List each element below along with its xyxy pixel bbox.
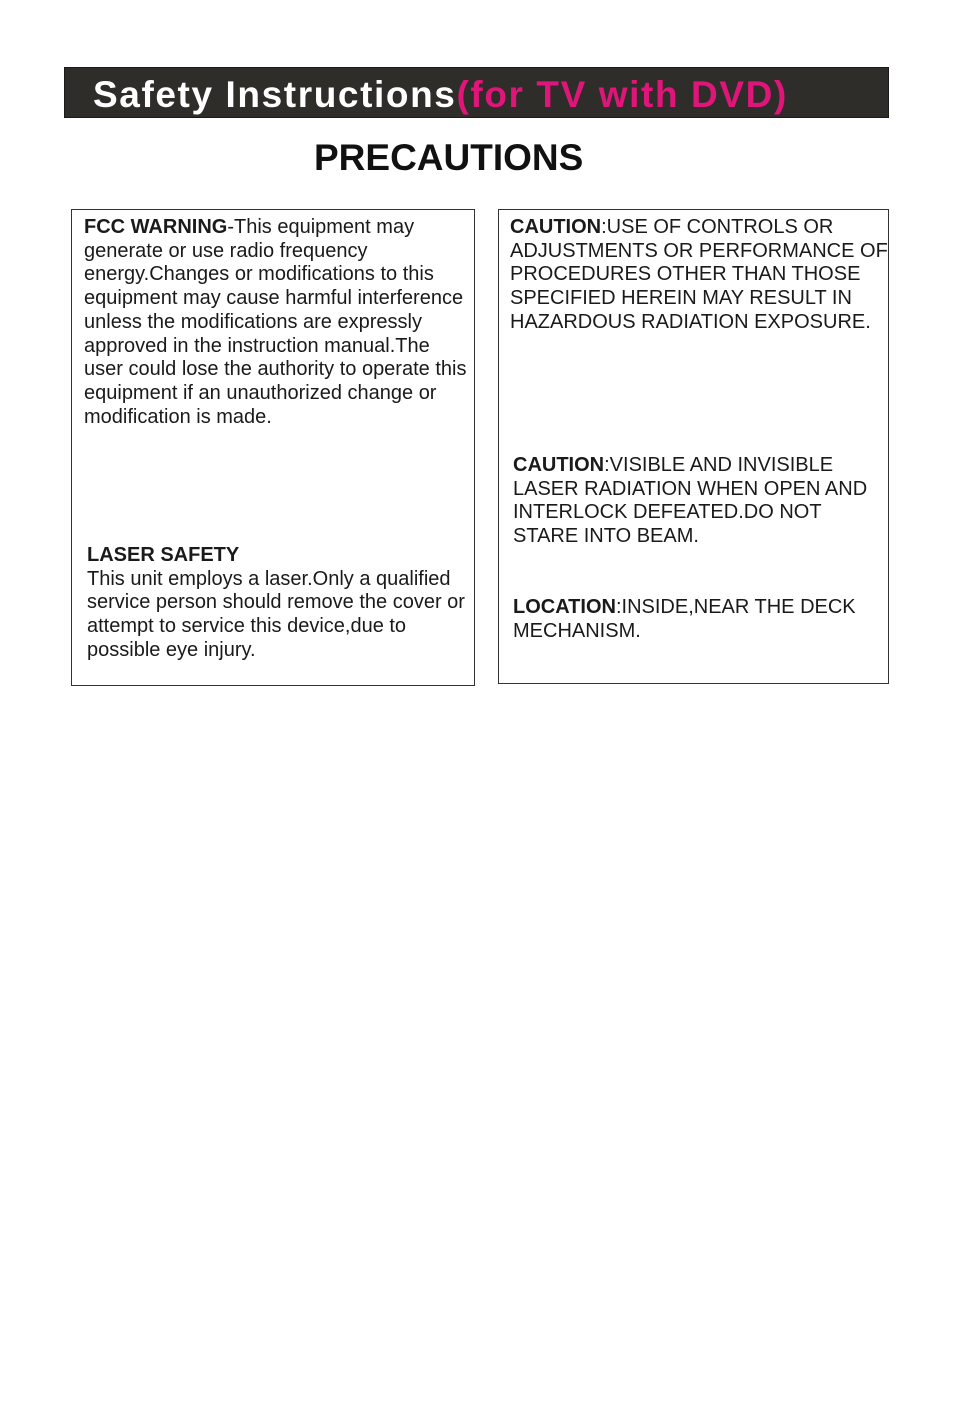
caution-radiation-text: :VISIBLE AND INVISIBLE LASER RADIATION WHEN OPEN AND INTERLOCK DEFEATED.DO NOT STARE INTO BEAM. [513, 454, 868, 548]
caution-controls-text: :USE OF CONTROLS OR ADJUSTMENTS OR PERFORMANCE OF PROCEDURES OTHER THAN THOSE SPECIFIED HEREIN MAY RESULT IN HAZARDOUS RADIATION EXPOSURE. [510, 216, 888, 333]
title-main: Safety Instructions [93, 74, 457, 115]
caution-label: CAUTION [513, 454, 605, 476]
fcc-warning-label: FCC WARNING [84, 216, 228, 238]
laser-safety-heading: LASER SAFETY [87, 544, 240, 566]
caution-controls-block [510, 216, 888, 335]
caution-panel [498, 209, 889, 684]
header-bar [64, 67, 889, 118]
laser-safety-block [87, 544, 477, 663]
caution-radiation-block [513, 454, 891, 549]
fcc-warning-block [84, 216, 474, 429]
page-title [93, 73, 788, 117]
laser-safety-text: This unit employs a laser.Only a qualified service person should remove the cover or attempt to service this device,due to possible eye injury. [87, 567, 465, 661]
location-label: LOCATION [513, 596, 616, 618]
location-block [513, 596, 883, 643]
location-text: :INSIDE,NEAR THE DECK MECHANISM. [513, 596, 856, 642]
title-accent: (for TV with DVD) [456, 74, 788, 115]
section-heading: PRECAUTIONS [314, 137, 584, 178]
caution-label: CAUTION [510, 216, 602, 238]
fcc-laser-panel [71, 209, 475, 686]
fcc-warning-text: -This equipment may generate or use radio frequency energy.Changes or modifications to this equipment may cause harmful interference unless the modifications are expressly approved in the instruction manual.The user could lose the authority to operate this equipment if an unauthorized change or modification is made. [84, 216, 467, 428]
